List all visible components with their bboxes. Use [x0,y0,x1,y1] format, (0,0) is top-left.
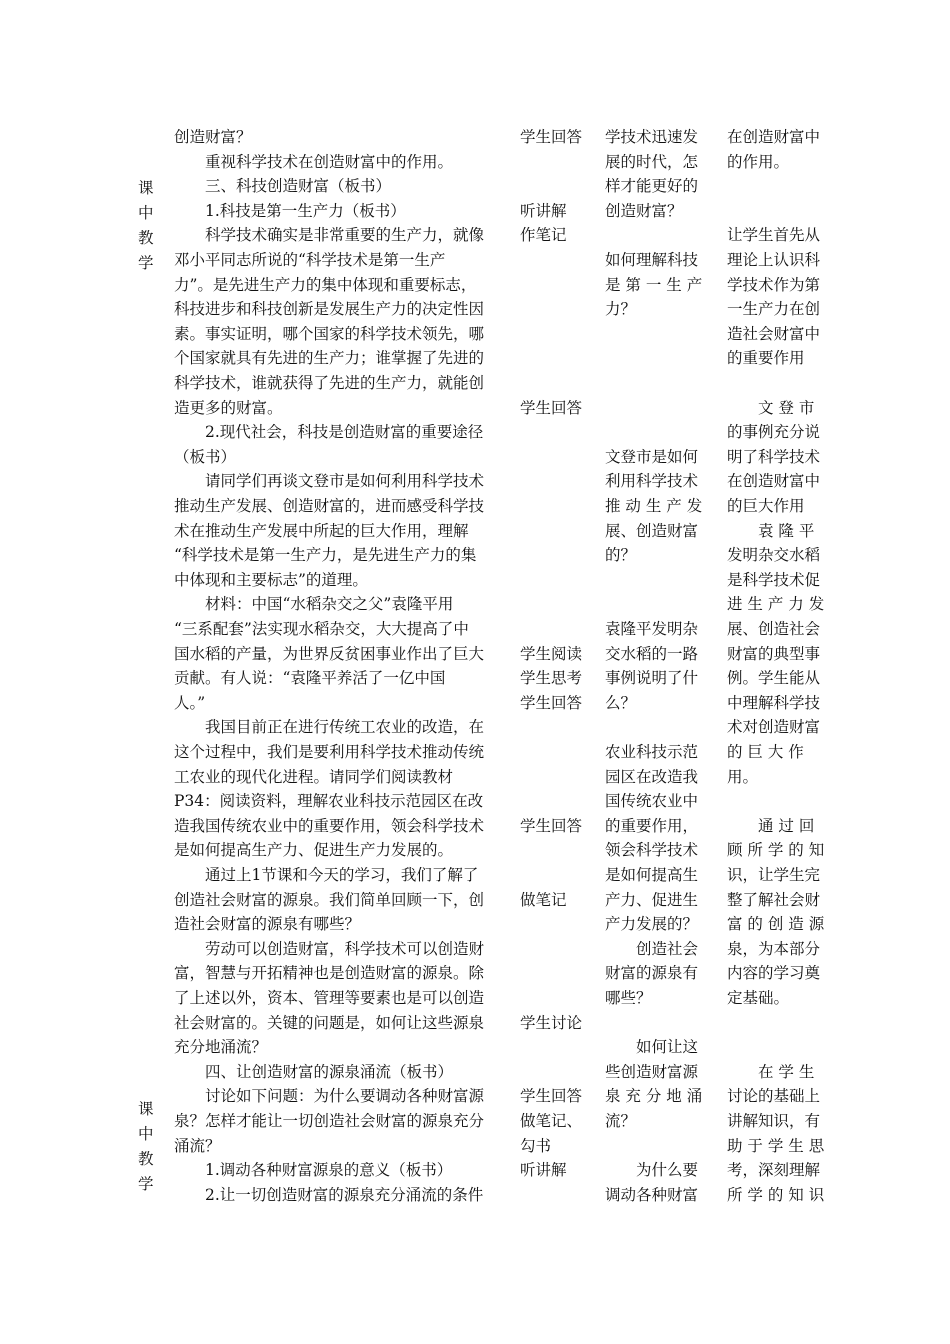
question-line: 么？ [605,693,637,712]
intent-line: 在 学 生 [758,1062,815,1081]
content-line: 社会财富的。关键的问题是，如何让这些源泉 [174,1013,485,1032]
question-line: 推 动 生 产 发 [605,497,703,515]
content-line: 通过上1节课和今天的学习，我们了解了 [205,866,479,884]
intent-line: 一生产力在创 [727,300,821,319]
intent-line: 用。 [727,767,759,786]
content-line: 个国家就具有先进的生产力；谁掌握了先进的 [174,349,485,368]
content-line: P34：阅读资料，理解农业科技示范园区在改 [174,792,484,811]
intent-line: 整了解社会财 [727,890,821,909]
content-line: 讨论如下问题：为什么要调动各种财富源 [205,1087,485,1106]
content-line: 了上述以外，资本、管理等要素也是可以创造 [174,989,485,1007]
content-line: 素。事实证明，哪个国家的科学技术领先，哪 [174,324,485,343]
content-line: 造社会财富的源泉有哪些？ [174,915,361,934]
intent-line: 例。学生能从 [727,669,821,688]
intent-line: 展、创造社会 [727,620,821,638]
intent-line: 让学生首先从 [727,226,821,245]
question-line: 创造社会 [636,939,699,958]
intent-line: 的作用。 [727,152,790,171]
intent-line: 理论上认识科 [727,251,821,269]
intent-line: 助 于 学 生 思 [727,1136,825,1155]
content-line: （板书） [174,447,237,466]
question-line: 力？ [605,300,637,319]
intent-line: 中理解科学技 [727,693,821,712]
intent-line: 发明杂交水稻 [727,546,821,565]
content-line: 重视科学技术在创造财富中的作用。 [205,152,454,171]
content-line: 请同学们再谈文登市是如何利用科学技术 [205,472,485,491]
intent-line: 造社会财富中 [727,324,821,343]
question-line: 园区在改造我 [605,767,699,786]
content-line: “三系配套”法实现水稻杂交，大大提高了中 [174,620,469,638]
question-line: 展、创造财富 [605,521,699,540]
student-activity-line: 勾书 [520,1136,552,1155]
student-activity-line: 学生回答 [520,398,583,417]
question-line: 农业科技示范 [605,743,699,761]
section-label-char: 中 [138,204,154,222]
intent-line: 在创造财富中 [727,472,821,491]
question-line: 流？ [605,1112,637,1130]
question-line: 的？ [605,546,637,565]
intent-line: 富 的 创 造 源 [727,915,825,934]
content-line: 科学技术确实是非常重要的生产力，就像 [205,226,485,245]
intent-line: 泉，为本部分 [727,939,821,958]
content-line: 2.现代社会，科技是创造财富的重要途径 [205,423,484,442]
intent-line: 所 学 的 知 识 [727,1185,825,1204]
content-line: “科学技术是第一生产力，是先进生产力的集 [174,546,477,565]
question-line: 是 第 一 生 产 [605,275,703,294]
question-line: 文登市是如何 [605,447,699,466]
section-label-char: 学 [138,254,154,272]
question-line: 领会科学技术 [605,841,699,860]
content-line: 1.调动各种财富源泉的意义（板书） [205,1161,453,1180]
student-activity-line: 听讲解 [520,201,567,220]
intent-line: 的巨大作用 [727,497,805,515]
intent-line: 是科学技术促 [727,570,821,589]
content-line: 泉？怎样才能让一切创造社会财富的源泉充分 [174,1112,485,1130]
question-line: 学技术迅速发 [605,128,699,146]
question-line: 产力、促进生 [605,890,699,909]
question-line: 是如何提高生 [605,866,699,884]
content-line: 充分地涌流？ [174,1038,268,1057]
content-line: 创造财富？ [174,128,252,146]
intent-line: 考，深刻理解 [727,1161,821,1180]
question-line: 为什么要 [636,1161,699,1180]
section-label-char: 教 [138,229,154,247]
intent-line: 袁 隆 平 [758,521,815,540]
intent-line: 学技术作为第 [727,275,821,294]
student-activity-line: 做笔记、 [520,1112,583,1130]
intent-line: 财富的典型事 [727,644,821,663]
question-line: 哪些？ [605,989,652,1007]
question-line: 泉 充 分 地 涌 [605,1087,703,1106]
section-label-char: 课 [138,1100,154,1118]
content-line: 造更多的财富。 [174,398,283,417]
content-line: 贡献。有人说：“袁隆平养活了一亿中国 [174,669,446,688]
student-activity-line: 学生讨论 [520,1013,583,1032]
question-line: 些创造财富源 [605,1062,699,1081]
question-line: 如何理解科技 [605,251,699,269]
question-line: 利用科学技术 [605,472,699,491]
intent-line: 在创造财富中 [727,128,821,146]
student-activity-line: 学生回答 [520,816,583,835]
student-activity-line: 做笔记 [520,890,567,909]
student-activity-line: 学生思考 [520,669,583,688]
content-line: 富，智慧与开拓精神也是创造财富的源泉。除 [174,964,485,983]
section-label-char: 课 [138,179,154,197]
content-line: 科技进步和科技创新是发展生产力的决定性因 [174,300,485,319]
question-line: 财富的源泉有 [605,964,699,983]
intent-line: 术对创造财富 [727,718,821,737]
content-line: 我国目前正在进行传统工农业的改造，在 [205,718,485,737]
intent-line: 进 生 产 力 发 [727,595,825,614]
intent-line: 的 巨 大 作 [727,743,804,761]
content-line: 2.让一切创造财富的源泉充分涌流的条件 [205,1185,484,1204]
content-line: 涌流？ [174,1136,221,1155]
question-line: 创造财富？ [605,201,683,220]
content-line: 人。” [174,693,206,712]
question-line: 事例说明了什 [605,669,699,688]
section-label-char: 学 [138,1175,154,1193]
intent-line: 文 登 市 [758,398,815,417]
intent-line: 顾 所 学 的 知 [727,841,825,860]
content-line: 国水稻的产量，为世界反贫困事业作出了巨大 [174,644,485,663]
content-line: 三、科技创造财富（板书） [205,177,392,196]
section-label-char: 中 [138,1125,154,1143]
content-line: 劳动可以创造财富，科学技术可以创造财 [205,939,485,958]
question-line: 产力发展的？ [605,915,699,934]
content-line: 工农业的现代化进程。请同学们阅读教材 [174,767,454,786]
intent-line: 的事例充分说 [727,423,821,442]
student-activity-line: 作笔记 [520,226,567,245]
content-line: 是如何提高生产力、促进生产力发展的。 [174,841,454,860]
intent-line: 明了科学技术 [727,447,821,466]
content-line: 四、让创造财富的源泉涌流（板书） [205,1062,454,1081]
question-line: 如何让这 [636,1038,699,1057]
intent-line: 讲解知识，有 [727,1112,821,1130]
student-activity-line: 学生回答 [520,693,583,712]
content-line: 术在推动生产发展中所起的巨大作用，理解 [174,521,469,540]
intent-line: 定基础。 [727,989,790,1007]
student-activity-line: 学生阅读 [520,644,583,663]
section-label-char: 教 [138,1150,154,1168]
question-line: 国传统农业中 [605,792,699,811]
student-activity-line: 学生回答 [520,1087,583,1106]
content-line: 邓小平同志所说的“科学技术是第一生产 [174,251,446,269]
question-line: 样才能更好的 [605,177,699,196]
intent-line: 的重要作用 [727,349,805,368]
content-line: 创造社会财富的源泉。我们简单回顾一下，创 [174,890,485,909]
content-line: 材料：中国“水稻杂交之父”袁隆平用 [205,595,454,614]
question-line: 展的时代，怎 [605,152,699,171]
student-activity-line: 听讲解 [520,1161,567,1180]
question-line: 交水稻的一路 [605,644,699,663]
content-line: 1.科技是第一生产力（板书） [205,201,406,220]
intent-line: 识，让学生完 [727,866,821,884]
content-line: 中体现和主要标志”的道理。 [174,570,368,589]
question-line: 袁隆平发明杂 [605,620,699,638]
intent-line: 通 过 回 [758,816,815,835]
question-line: 的重要作用， [605,816,699,835]
content-line: 科学技术，谁就获得了先进的生产力，就能创 [174,374,485,392]
question-line: 调动各种财富 [605,1185,699,1204]
student-activity-line: 学生回答 [520,128,583,146]
content-line: 造我国传统农业中的重要作用，领会科学技术 [174,816,485,835]
intent-line: 内容的学习奠 [727,964,821,983]
content-line: 这个过程中，我们是要利用科学技术推动传统 [174,743,485,761]
content-line: 力”。是先进生产力的集中体现和重要标志， [174,275,477,294]
intent-line: 讨论的基础上 [727,1087,821,1106]
content-line: 推动生产发展、创造财富的，进而感受科学技 [174,497,485,515]
